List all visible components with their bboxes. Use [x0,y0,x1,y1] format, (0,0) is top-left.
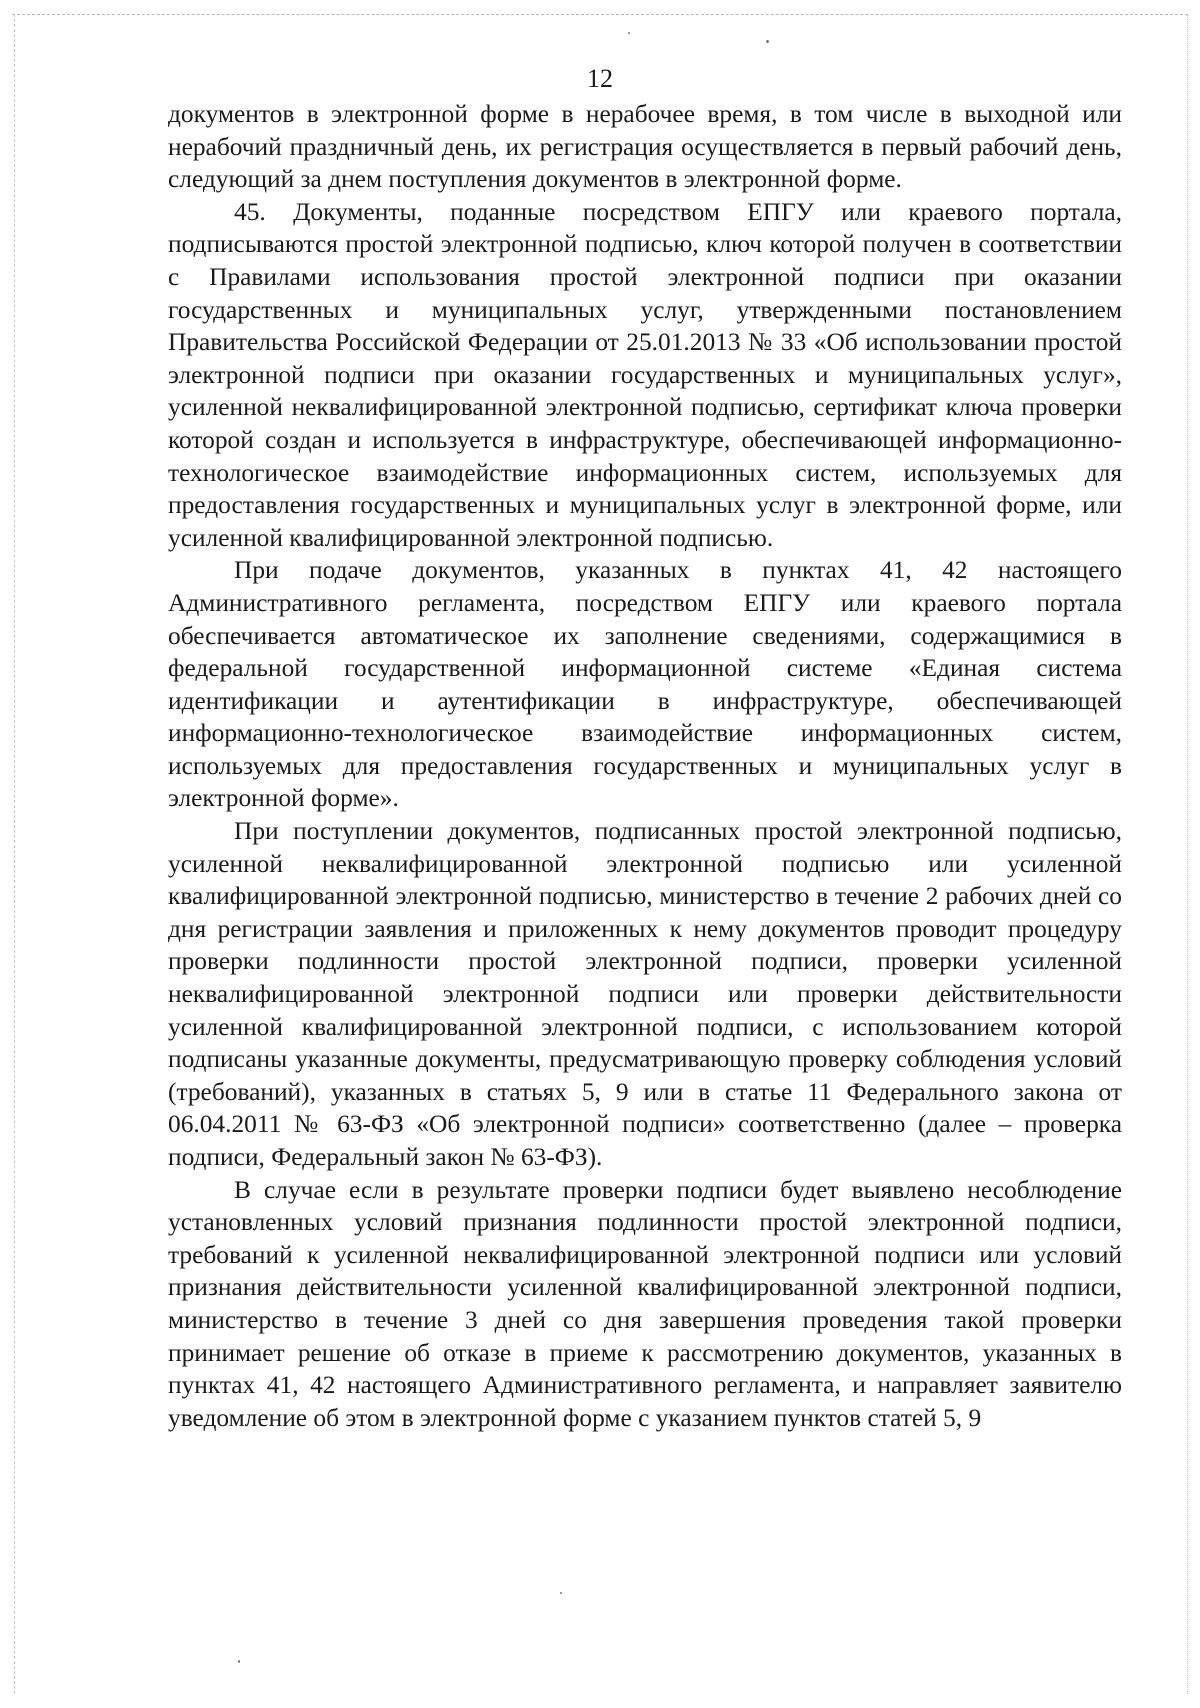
scan-speck [238,1660,240,1663]
scan-speck [560,1592,562,1594]
page-number: 12 [587,64,613,93]
paragraph-signature-check: При поступлении документов, подписанных простой электронной подписью, усиленной неквалифицированной электронной подписью или усиленной квалифицированной электронной подписью, министерство в течение 2 рабочих дней со дня регистрации заявления и приложенных к нему документов проводит процедуру проверки подлинности простой электронной подписи, проверки усиленной неквалифицированной электронной подписи или проверки действительности усиленной квалифицированной электронной подписи, с использованием которой подписаны указанные документы, предусматривающую проверку соблюдения условий (требований), указанных в статьях 5, 9 или в статье 11 Федерального закона от 06.04.2011 № 63-ФЗ «Об электронной подписи» соответственно (далее – проверка подписи, Федеральный закон № 63-ФЗ). [168,817,1122,1171]
scan-speck [628,32,630,34]
paragraph-45: 45. Документы, поданные посредством ЕПГУ или краевого портала, подписываются простой электронной подписью, ключ которой получен в соответствии с Правилами использования простой электронной подписи при оказании государственных и муниципальных услуг, утвержденными постановлением Правительства Российской Федерации от 25.01.2013 № 33 «Об использовании простой электронной подписи при оказании государственных и муниципальных услуг», усиленной неквалифицированной электронной подписью, сертификат ключа проверки которой создан и используется в инфраструктуре, обеспечивающей информационно-технологическое взаимодействие информационных систем, используемых для предоставления государственных и муниципальных услуг в электронной форме, или усиленной квалифицированной электронной подписью. [168,197,1122,552]
paragraph-autofill: При подаче документов, указанных в пунктах 41, 42 настоящего Административного регламента, посредством ЕПГУ или краевого портала обеспечивается автоматическое их заполнение сведениями, содержащимися в федеральной государственной информационной системе «Единая система идентификации и аутентификации в инфраструктуре, обеспечивающей информационно-технологическое взаимодействие информационных систем, используемых для предоставления государственных и муниципальных услуг в электронной форме». [168,556,1122,813]
scan-speck [766,40,769,43]
scan-edge-left [14,14,15,1694]
paragraph-continuation: документов в электронной форме в нерабочее время, в том числе в выходной или нерабочий праздничный день, их регистрация осуществляется в первый рабочий день, следующий за днем поступления документов в электронной форме. [168,100,1122,194]
document-body [168,98,1122,1434]
scan-edge-right [1187,14,1188,1694]
scan-edge-top [12,14,1188,15]
paragraph-refusal: В случае если в результате проверки подписи будет выявлено несоблюдение установленных условий признания подлинности простой электронной подписи, требований к усиленной неквалифицированной электронной подписи или условий признания действительности усиленной квалифицированной электронной подписи, министерство в течение 3 дней со дня завершения проведения такой проверки принимает решение об отказе в приеме к рассмотрению документов, указанных в пунктах 41, 42 настоящего Административного регламента, и направляет заявителю уведомление об этом в электронной форме с указанием пунктов статей 5, 9 [168,1175,1122,1432]
